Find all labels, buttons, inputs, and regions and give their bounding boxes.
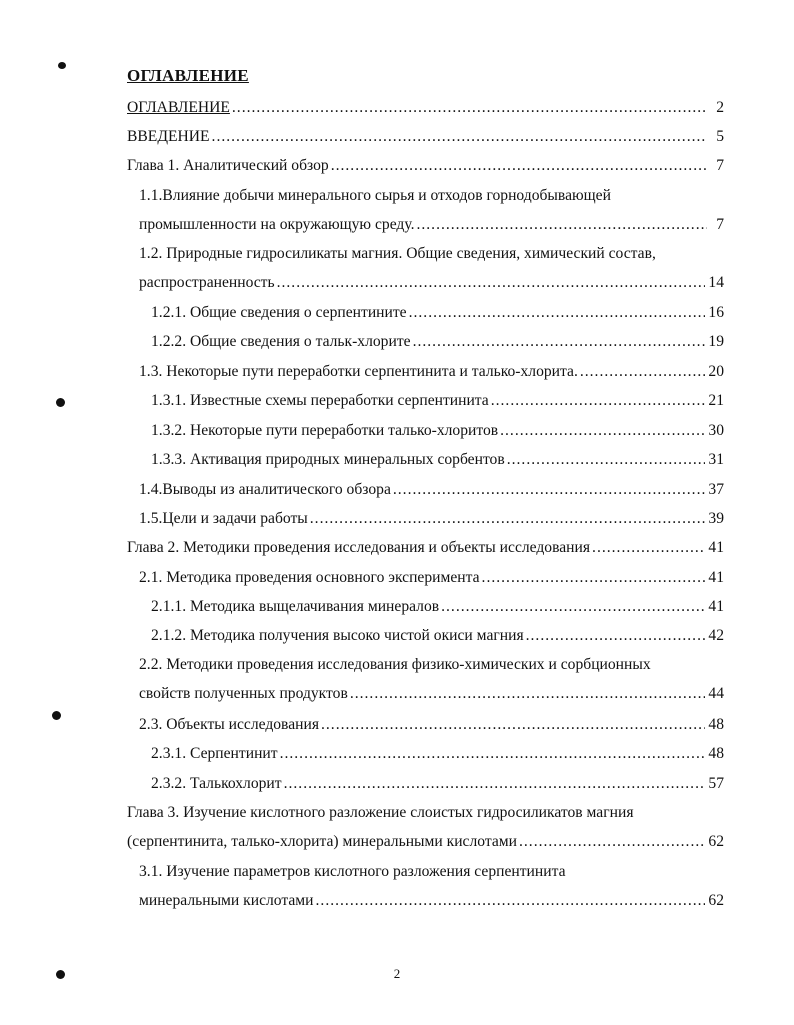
binder-hole-mark <box>58 62 66 69</box>
toc-entry-page: 7 <box>716 216 724 233</box>
dot-leader <box>331 156 707 176</box>
dot-leader <box>277 273 706 293</box>
toc-entry[interactable] <box>139 362 724 382</box>
toc-entry-title: 1.2.2. Общие сведения о тальк-хлорите <box>151 333 411 350</box>
toc-entry-title: 2.1. Методика проведения основного эксперимента <box>139 569 480 586</box>
toc-entry-page: 48 <box>708 716 724 733</box>
toc-entry[interactable] <box>151 421 724 441</box>
toc-entry[interactable] <box>127 538 724 558</box>
dot-leader <box>526 626 706 646</box>
toc-entry-page: 20 <box>708 363 724 380</box>
toc-entry[interactable] <box>127 127 724 147</box>
binder-hole-mark <box>56 398 65 407</box>
dot-leader <box>284 774 706 794</box>
toc-entry-title-line1: 3.1. Изучение параметров кислотного разложения серпентинита <box>139 863 566 880</box>
toc-entry-page: 16 <box>708 304 724 321</box>
toc-entry-title: 2.3.2. Талькохлорит <box>151 775 282 792</box>
toc-entry[interactable] <box>139 480 724 500</box>
toc-entry-page: 62 <box>708 892 724 909</box>
dot-leader <box>409 303 706 323</box>
toc-entry-page: 48 <box>708 745 724 762</box>
toc-entry[interactable] <box>139 715 724 735</box>
dot-leader <box>232 98 707 118</box>
toc-entry-title: 2.3.1. Серпентинит <box>151 745 278 762</box>
toc-entry-title-line1: 1.1.Влияние добычи минерального сырья и отходов горнодобывающей <box>139 187 611 204</box>
toc-entry[interactable] <box>139 568 724 588</box>
dot-leader <box>580 362 706 382</box>
toc-heading: ОГЛАВЛЕНИЕ <box>127 66 249 85</box>
toc-entry[interactable] <box>151 597 724 617</box>
toc-entry-title: ВВЕДЕНИЕ <box>127 128 210 145</box>
toc-entry-title-line1: 2.2. Методики проведения исследования физико-химических и сорбционных <box>139 656 651 673</box>
dot-leader <box>507 450 706 470</box>
dot-leader <box>350 684 706 704</box>
toc-entry-page: 2 <box>716 99 724 116</box>
toc-entry-title-line1: Глава 3. Изучение кислотного разложение слоистых гидросиликатов магния <box>127 804 634 821</box>
dot-leader <box>393 480 706 500</box>
toc-entry[interactable] <box>139 862 724 911</box>
toc-entry-title: 2.1.2. Методика получения высоко чистой окиси магния <box>151 627 524 644</box>
toc-entry[interactable] <box>151 391 724 411</box>
toc-entry-page: 37 <box>708 481 724 498</box>
toc-entry[interactable] <box>151 626 724 646</box>
binder-hole-mark <box>56 970 65 979</box>
toc-entry-title: промышленности на окружающую среду. <box>139 216 415 233</box>
toc-entry[interactable] <box>127 98 724 118</box>
dot-leader <box>482 568 706 588</box>
toc-entry-page: 57 <box>708 775 724 792</box>
dot-leader <box>491 391 706 411</box>
toc-entry-title: 1.3.1. Известные схемы переработки серпентинита <box>151 392 489 409</box>
toc-entry-title: Глава 2. Методики проведения исследования и объекты исследования <box>127 539 591 556</box>
toc-entry-page: 31 <box>708 451 724 468</box>
dot-leader <box>212 127 707 147</box>
toc-entry-title: минеральными кислотами <box>139 892 314 909</box>
dot-leader <box>592 538 705 558</box>
toc-entry-page: 41 <box>708 598 724 615</box>
toc-entry[interactable] <box>127 156 724 176</box>
dot-leader <box>519 832 705 852</box>
toc-entry[interactable] <box>151 774 724 794</box>
dot-leader <box>441 597 705 617</box>
toc-entry-page: 62 <box>708 833 724 850</box>
toc-entry-page: 5 <box>716 128 724 145</box>
toc-entry-title: 1.3.2. Некоторые пути переработки талько-хлоритов <box>151 422 499 439</box>
toc-entry-page: 14 <box>708 274 724 291</box>
toc-entry[interactable] <box>139 655 724 704</box>
toc-entry-title-line1: 1.2. Природные гидросиликаты магния. Общие сведения, химический состав, <box>139 245 656 262</box>
toc-entry[interactable] <box>151 332 724 352</box>
dot-leader <box>316 891 706 911</box>
toc-entry-title: свойств полученных продуктов <box>139 685 348 702</box>
toc-entry[interactable] <box>139 509 724 529</box>
toc-entry-page: 39 <box>708 510 724 527</box>
toc-entry-title: 1.5.Цели и задачи работы <box>139 510 308 527</box>
toc-entry-title: 1.2.1. Общие сведения о серпентините <box>151 304 407 321</box>
toc-entry[interactable] <box>139 244 724 293</box>
binder-hole-mark <box>52 711 61 720</box>
toc-entry-title: 1.3. Некоторые пути переработки серпентинита и талько-хлорита. <box>139 363 578 380</box>
dot-leader <box>416 215 707 235</box>
dot-leader <box>280 744 706 764</box>
toc-entry-page: 41 <box>708 539 724 556</box>
dot-leader <box>310 509 706 529</box>
toc-entry-page: 41 <box>708 569 724 586</box>
toc-entry[interactable] <box>151 303 724 323</box>
toc-entry-page: 7 <box>716 157 724 174</box>
toc-entry[interactable] <box>139 186 724 235</box>
dot-leader <box>500 421 705 441</box>
dot-leader <box>413 332 706 352</box>
toc-entry-title: 2.3. Объекты исследования <box>139 716 319 733</box>
toc-entry-title: 2.1.1. Методика выщелачивания минералов <box>151 598 440 615</box>
toc-entry-title: 1.3.3. Активация природных минеральных сорбентов <box>151 451 505 468</box>
toc-entry-page: 42 <box>708 627 724 644</box>
toc-entry[interactable] <box>127 803 724 852</box>
toc-entry-title: ОГЛАВЛЕНИЕ <box>127 99 230 116</box>
toc-entry-title: распространенность <box>139 274 275 291</box>
toc-entry-title: (серпентинита, талько-хлорита) минеральными кислотами <box>127 833 517 850</box>
toc-entry[interactable] <box>151 450 724 470</box>
toc-entry[interactable] <box>151 744 724 764</box>
toc-entry-page: 30 <box>708 422 724 439</box>
toc-entry-title: Глава 1. Аналитический обзор <box>127 157 329 174</box>
dot-leader <box>321 715 705 735</box>
page-number: 2 <box>393 966 401 981</box>
toc-entry-page: 19 <box>708 333 724 350</box>
toc-entry-title: 1.4.Выводы из аналитического обзора <box>139 481 391 498</box>
toc-entry-page: 44 <box>708 685 724 702</box>
toc-entry-page: 21 <box>708 392 724 409</box>
